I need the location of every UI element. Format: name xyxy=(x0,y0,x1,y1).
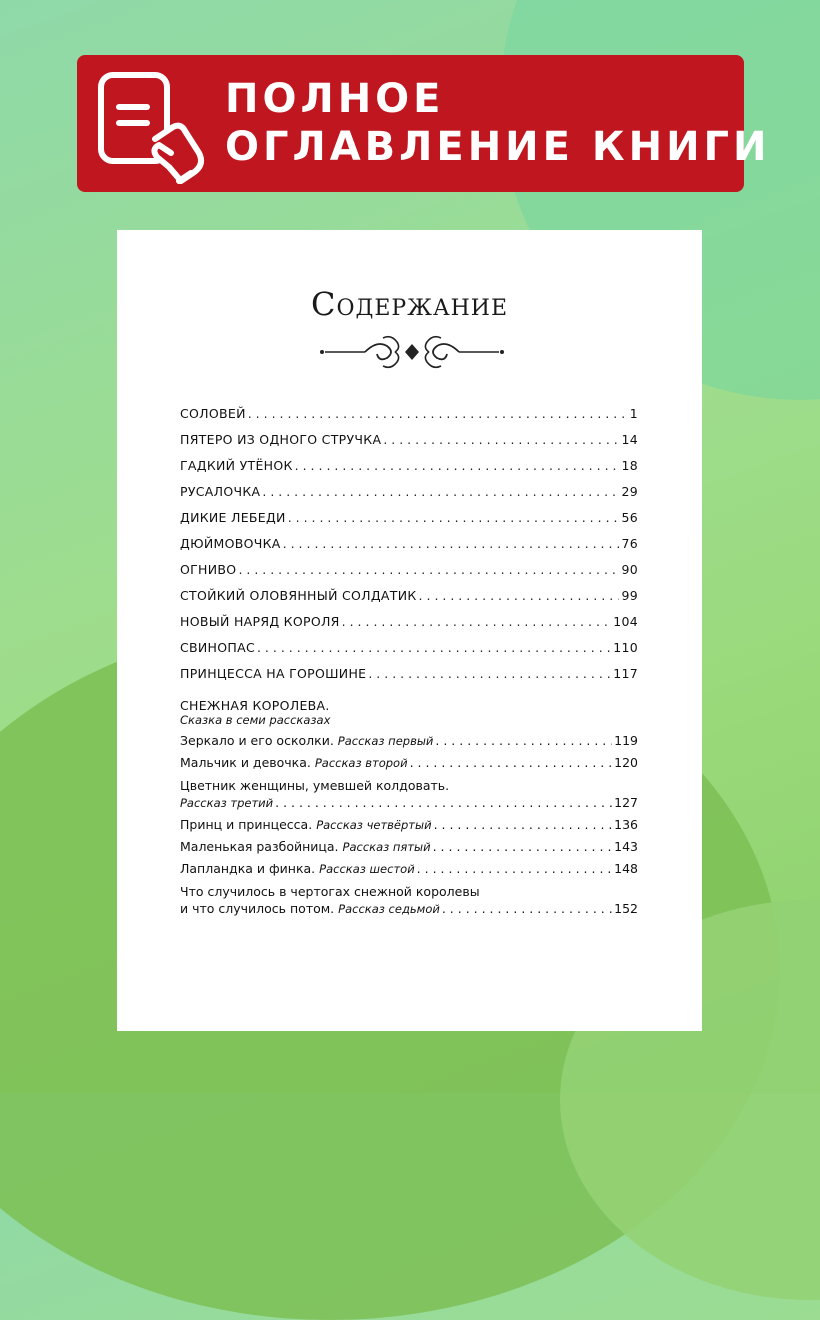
dot-leader xyxy=(283,536,620,551)
dot-leader xyxy=(342,614,612,629)
banner-title-line-1: ПОЛНОЕ xyxy=(225,76,445,122)
header-banner xyxy=(77,55,771,192)
toc-entry-title: НОВЫЙ НАРЯД КОРОЛЯ xyxy=(180,614,340,629)
dot-leader xyxy=(435,733,612,748)
story-title: Принц и принцесса. xyxy=(180,817,313,832)
toc-entry-title: ДЮЙМОВОЧКА xyxy=(180,536,281,551)
dot-leader xyxy=(262,484,619,499)
toc-entry-page: 104 xyxy=(613,614,638,629)
toc-entry-page: 99 xyxy=(621,588,638,603)
story-part: Рассказ шестой xyxy=(319,862,415,876)
page-title: Содержание xyxy=(310,285,509,323)
section-title: СНЕЖНАЯ КОРОЛЕВА. xyxy=(180,698,330,713)
story-page: 120 xyxy=(614,755,638,770)
story-title: Лапландка и финка. xyxy=(180,861,316,876)
toc-entry-page: 56 xyxy=(621,510,638,525)
toc-entry-title: ПРИНЦЕССА НА ГОРОШИНЕ xyxy=(180,666,367,681)
story-entry xyxy=(180,733,638,755)
story-entry xyxy=(180,839,638,861)
toc-entry-page: 90 xyxy=(621,562,638,577)
story-title: Зеркало и его осколки. xyxy=(180,733,334,748)
toc-entry xyxy=(180,406,638,432)
banner-title-line-2: ОГЛАВЛЕНИЕ КНИГИ xyxy=(225,124,771,170)
dot-leader xyxy=(368,666,611,681)
toc-entry-title: ГАДКИЙ УТЁНОК xyxy=(180,458,293,473)
dot-leader xyxy=(419,588,620,603)
dot-leader xyxy=(417,861,612,876)
section-subtitle: Сказка в семи рассказах xyxy=(180,713,331,727)
toc-entry-title: ПЯТЕРО ИЗ ОДНОГО СТРУЧКА xyxy=(180,432,382,447)
story-title: Мальчик и девочка. xyxy=(180,755,311,770)
story-part: Рассказ первый xyxy=(337,734,434,748)
toc-entry-page: 29 xyxy=(621,484,638,499)
dot-leader xyxy=(434,817,613,832)
book-page xyxy=(117,230,702,1031)
toc-entry xyxy=(180,432,638,458)
document-hand-icon xyxy=(95,69,215,185)
toc-entry xyxy=(180,614,638,640)
story-title-continued: и что случилось потом. xyxy=(180,901,335,916)
story-page: 152 xyxy=(614,901,638,916)
story-page: 148 xyxy=(614,861,638,876)
story-part: Рассказ пятый xyxy=(342,840,431,854)
toc-entry-title: СОЛОВЕЙ xyxy=(180,406,246,421)
toc-entry xyxy=(180,458,638,484)
toc-entry-page: 117 xyxy=(613,666,638,681)
toc-entry xyxy=(180,588,638,614)
story-entry xyxy=(180,795,638,813)
story-page: 119 xyxy=(614,733,638,748)
dot-leader xyxy=(257,640,611,655)
dot-leader xyxy=(248,406,628,421)
dot-leader xyxy=(410,755,613,770)
story-title: Что случилось в чертогах снежной королевы xyxy=(180,884,480,899)
story-part: Рассказ второй xyxy=(314,756,408,770)
dot-leader xyxy=(288,510,620,525)
story-part: Рассказ четвёртый xyxy=(316,818,432,832)
dot-leader xyxy=(433,839,613,854)
dot-leader xyxy=(275,795,612,810)
story-entry xyxy=(180,901,638,919)
story-entry xyxy=(180,861,638,883)
toc-entry-title: ДИКИЕ ЛЕБЕДИ xyxy=(180,510,286,525)
story-title: Маленькая разбойница. xyxy=(180,839,339,854)
story-title: Цветник женщины, умевшей колдовать. xyxy=(180,778,450,793)
toc-entry xyxy=(180,510,638,536)
toc-entry-page: 18 xyxy=(621,458,638,473)
story-entry xyxy=(180,755,638,777)
toc-entry-title: СТОЙКИЙ ОЛОВЯННЫЙ СОЛДАТИК xyxy=(180,588,417,603)
dot-leader xyxy=(295,458,620,473)
toc-entry-title: ОГНИВО xyxy=(180,562,237,577)
toc-entry-title: СВИНОПАС xyxy=(180,640,255,655)
toc-entry xyxy=(180,484,638,510)
banner-title xyxy=(225,75,771,171)
flourish-divider-icon xyxy=(317,330,507,374)
toc-entry xyxy=(180,562,638,588)
toc-entry-page: 14 xyxy=(621,432,638,447)
dot-leader xyxy=(383,432,619,447)
toc-entry xyxy=(180,666,638,692)
story-page: 136 xyxy=(614,817,638,832)
dot-leader xyxy=(238,562,619,577)
toc-entry-page: 1 xyxy=(629,406,638,421)
story-page: 143 xyxy=(614,839,638,854)
story-part: Рассказ седьмой xyxy=(338,902,440,916)
toc-entry-page: 76 xyxy=(621,536,638,551)
table-of-contents xyxy=(180,406,638,923)
toc-entry xyxy=(180,536,638,562)
story-part: Рассказ третий xyxy=(180,796,274,810)
toc-entry-title: РУСАЛОЧКА xyxy=(180,484,261,499)
toc-entry xyxy=(180,640,638,666)
toc-entry-page: 110 xyxy=(613,640,638,655)
story-page: 127 xyxy=(614,795,638,810)
dot-leader xyxy=(442,901,612,916)
story-entry xyxy=(180,817,638,839)
